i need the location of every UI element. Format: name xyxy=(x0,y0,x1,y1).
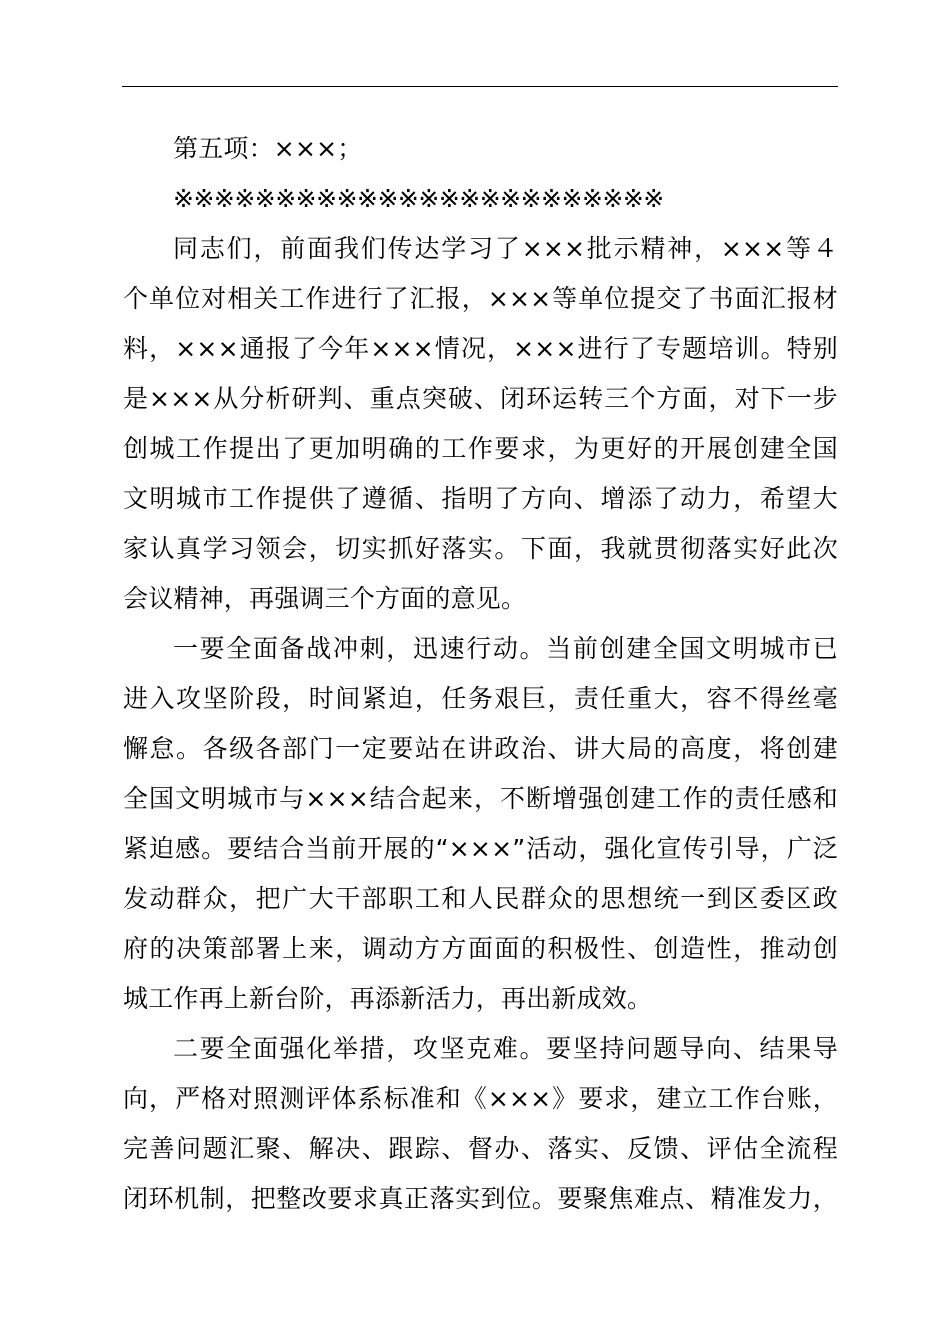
paragraph-3-line-4: 闭环机制，把整改要求真正落实到位。要聚焦难点、精准发力， xyxy=(123,1184,838,1213)
heading-line: 第五项：×××； xyxy=(173,134,363,163)
paragraph-2-line-1: 一要全面备战冲刺，迅速行动。当前创建全国文明城市已 xyxy=(173,634,838,663)
paragraph-1-line-4: 是×××从分析研判、重点突破、闭环运转三个方面，对下一步 xyxy=(123,384,838,413)
paragraph-2-line-4: 全国文明城市与×××结合起来，不断增强创建工作的责任感和 xyxy=(123,784,838,813)
paragraph-1-line-2: 个单位对相关工作进行了汇报，×××等单位提交了书面汇报材 xyxy=(123,284,838,313)
separator-line: ※※※※※※※※※※※※※※※※※※※※※※※※ xyxy=(173,184,664,213)
paragraph-2-line-5: 紧迫感。要结合当前开展的“×××”活动，强化宣传引导，广泛 xyxy=(123,834,838,863)
paragraph-3-line-2: 向，严格对照测评体系标准和《×××》要求，建立工作台账， xyxy=(123,1084,838,1113)
paragraph-2-line-8: 城工作再上新台阶，再添新活力，再出新成效。 xyxy=(123,984,653,1013)
paragraph-2-line-2: 进入攻坚阶段，时间紧迫，任务艰巨，责任重大，容不得丝毫 xyxy=(123,684,838,713)
paragraph-1-line-1: 同志们，前面我们传达学习了×××批示精神，×××等４ xyxy=(173,234,838,263)
header-rule xyxy=(122,86,838,87)
paragraph-1-line-5: 创城工作提出了更加明确的工作要求，为更好的开展创建全国 xyxy=(123,434,838,463)
paragraph-3-line-3: 完善问题汇聚、解决、跟踪、督办、落实、反馈、评估全流程 xyxy=(123,1134,838,1163)
paragraph-1-line-6: 文明城市工作提供了遵循、指明了方向、增添了动力，希望大 xyxy=(123,484,838,513)
paragraph-1-line-8: 会议精神，再强调三个方面的意见。 xyxy=(123,584,527,613)
paragraph-2-line-7: 府的决策部署上来，调动方方面面的积极性、创造性，推动创 xyxy=(123,934,838,963)
paragraph-2-line-3: 懈怠。各级各部门一定要站在讲政治、讲大局的高度，将创建 xyxy=(123,734,838,763)
paragraph-2-line-6: 发动群众，把广大干部职工和人民群众的思想统一到区委区政 xyxy=(123,884,838,913)
paragraph-1-line-3: 料，×××通报了今年×××情况，×××进行了专题培训。特别 xyxy=(123,334,838,363)
paragraph-3-line-1: 二要全面强化举措，攻坚克难。要坚持问题导向、结果导 xyxy=(173,1034,838,1063)
paragraph-1-line-7: 家认真学习领会，切实抓好落实。下面，我就贯彻落实好此次 xyxy=(123,534,838,563)
